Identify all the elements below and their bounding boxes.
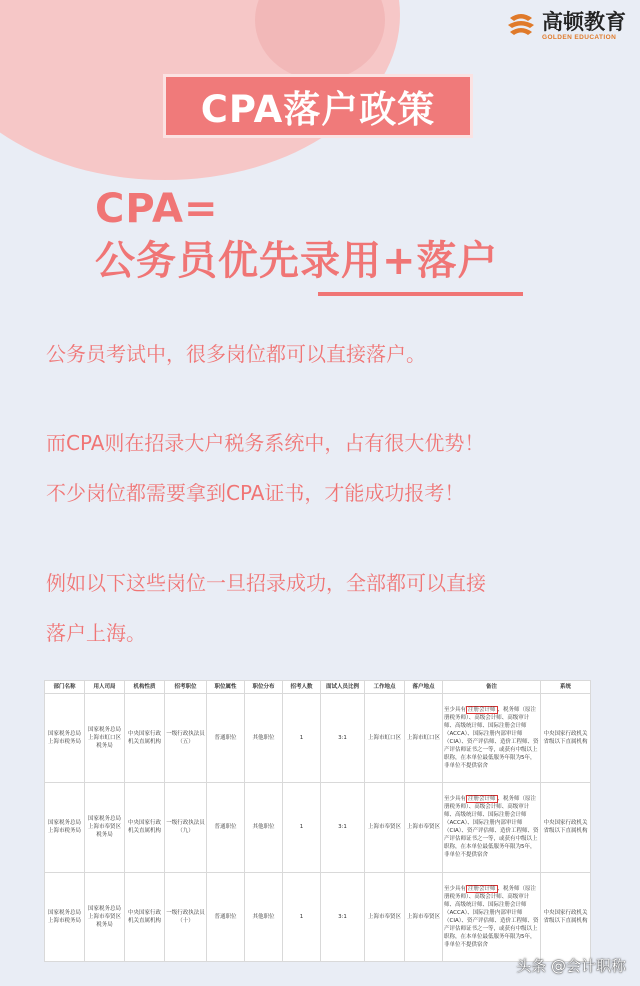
table-cell: 1 — [283, 694, 321, 783]
table-row — [45, 872, 591, 961]
table-row — [45, 694, 591, 783]
table-cell: 国家税务总局上海市奉贤区税务局 — [85, 783, 125, 872]
table-cell: 中央国家行政机关省级以下直属机构 — [541, 694, 591, 783]
table-cell: 1 — [283, 872, 321, 961]
table-cell: 国家税务总局上海市税务局 — [45, 694, 85, 783]
table-cell: 1 — [283, 783, 321, 872]
table-cell: 普通职位 — [207, 783, 245, 872]
table-row — [45, 783, 591, 872]
col-header: 系统 — [541, 681, 591, 694]
table-cell: 中央国家行政机关省级以下直属机构 — [541, 872, 591, 961]
table-cell: 国家税务总局上海市税务局 — [45, 783, 85, 872]
col-header: 机构性质 — [125, 681, 165, 694]
table-cell: 其他职位 — [245, 872, 283, 961]
col-header: 落户地点 — [405, 681, 443, 694]
logo-icon — [504, 8, 538, 42]
col-header: 面试人员比例 — [321, 681, 365, 694]
col-header: 招考职位 — [165, 681, 207, 694]
table-cell-note: 至少具有 注册会计师 、税务师（原注册税务师）、高级会计师、高级审计师、高级统计师、国际注册会计师（ACCA）、国际注册内部审计师（CIA）、资产评估师、造价工程师、资产评估师证书之一等，或获有中级以上职称，在本单位最低服务年限为5年，非单位不提供宿舍 — [443, 694, 541, 783]
table-cell: 中央国家行政机关直属机构 — [125, 694, 165, 783]
watermark: 头条 @会计职称 — [516, 957, 626, 975]
brand-name: 高顿教育 — [542, 9, 626, 34]
col-header: 职位分布 — [245, 681, 283, 694]
col-header: 部门名称 — [45, 681, 85, 694]
table-cell: 普通职位 — [207, 872, 245, 961]
table-cell: 中央国家行政机关直属机构 — [125, 872, 165, 961]
page-title: CPA落户政策 — [200, 88, 436, 131]
table-header-row — [45, 681, 591, 694]
job-table — [44, 680, 590, 962]
paragraph-4: 例如以下这些岗位一旦招录成功，全部都可以直接 — [46, 571, 486, 595]
col-header: 备注 — [443, 681, 541, 694]
headline-line2: 公务员优先录用+落户 — [95, 238, 499, 284]
table-cell: 国家税务总局上海市税务局 — [45, 872, 85, 961]
table-cell: 国家税务总局上海市奉贤区税务局 — [85, 872, 125, 961]
col-header: 招考人数 — [283, 681, 321, 694]
brand-logo — [504, 8, 626, 42]
table-cell: 3:1 — [321, 872, 365, 961]
table-cell: 一级行政执法员（九） — [165, 783, 207, 872]
table-cell-note: 至少具有 注册会计师 、税务师（原注册税务师）、高级会计师、高级审计师、高级统计师、国际注册会计师（ACCA）、国际注册内部审计师（CIA）、资产评估师、造价工程师、资产评估师证书之一等，或获有中级以上职称，在本单位最低服务年限为5年，非单位不提供宿舍 — [443, 872, 541, 961]
table-cell: 上海市虹口区 — [405, 694, 443, 783]
table-cell: 中央国家行政机关直属机构 — [125, 783, 165, 872]
highlight-cpa: 注册会计师 — [468, 796, 496, 803]
table-cell: 一级行政执法员（五） — [165, 694, 207, 783]
table-cell: 上海市奉贤区 — [405, 872, 443, 961]
paragraph-3: 不少岗位都需要拿到CPA证书，才能成功报考！ — [46, 481, 465, 505]
paragraph-1: 公务员考试中，很多岗位都可以直接落户。 — [46, 342, 426, 366]
highlight-cpa: 注册会计师 — [468, 885, 496, 892]
table-cell: 其他职位 — [245, 783, 283, 872]
table-cell-note: 至少具有 注册会计师 、税务师（原注册税务师）、高级会计师、高级审计师、高级统计师、国际注册会计师（ACCA）、国际注册内部审计师（CIA）、资产评估师、造价工程师、资产评估师证书之一等，或获有中级以上职称，在本单位最低服务年限为5年，非单位不提供宿舍 — [443, 783, 541, 872]
table-cell: 一级行政执法员（十） — [165, 872, 207, 961]
paragraph-2: 而CPA则在招录大户税务系统中，占有很大优势！ — [46, 431, 485, 455]
headline-line1: CPA= — [95, 186, 219, 232]
col-header: 工作地点 — [365, 681, 405, 694]
table-cell: 中央国家行政机关省级以下直属机构 — [541, 783, 591, 872]
table-cell: 上海市虹口区 — [365, 694, 405, 783]
col-header: 职位属性 — [207, 681, 245, 694]
table-cell: 普通职位 — [207, 694, 245, 783]
table-cell: 上海市奉贤区 — [405, 783, 443, 872]
title-banner — [163, 74, 473, 138]
brand-name-en: GOLDEN EDUCATION — [542, 33, 617, 41]
table-cell: 其他职位 — [245, 694, 283, 783]
table-cell: 3:1 — [321, 783, 365, 872]
table-cell: 上海市奉贤区 — [365, 783, 405, 872]
headline-underline — [318, 292, 523, 296]
paragraph-5: 落户上海。 — [46, 621, 146, 645]
col-header: 用人司局 — [85, 681, 125, 694]
table-cell: 3:1 — [321, 694, 365, 783]
table-cell: 国家税务总局上海市虹口区税务局 — [85, 694, 125, 783]
table-cell: 上海市奉贤区 — [365, 872, 405, 961]
highlight-cpa: 注册会计师 — [468, 707, 496, 714]
